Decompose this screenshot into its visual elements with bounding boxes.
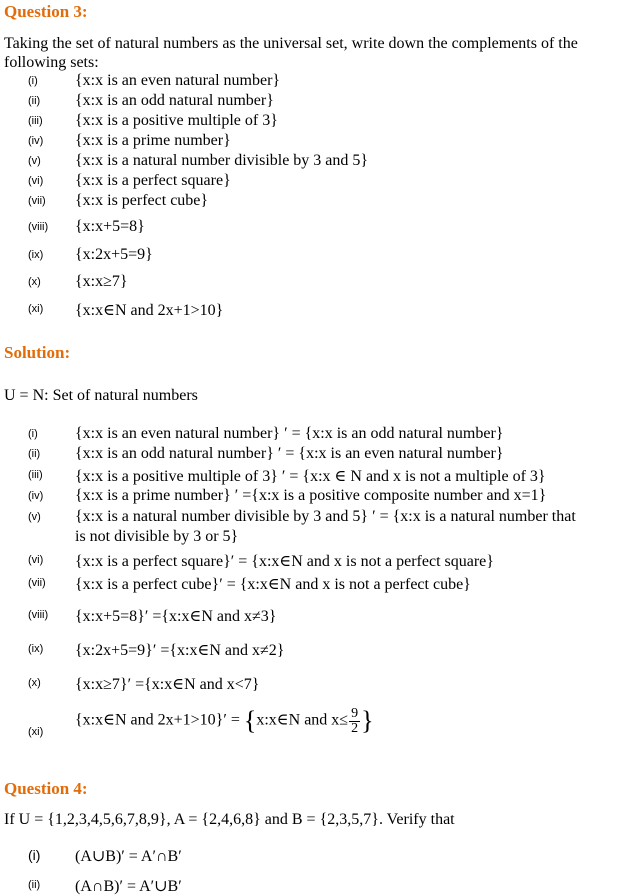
statement-sets-u-a: If U = {1,2,3,4,5,6,7,8,9}, A = {2,4,6,8} [4,811,261,828]
fraction [349,707,360,736]
item-number: (vi) [28,175,44,187]
item-text: {x:x is a natural number divisible by 3 and 5} ′ = {x:x is a natural number that [75,508,576,525]
item-text: {x:2x+5=9} [75,246,153,263]
item-number: (vii) [28,195,46,207]
left-brace: { [243,706,257,735]
item-text: {x:x is an odd natural number} ′ = {x:x is an even natural number} [75,445,504,462]
item-text: {x:x is a prime number} ′ ={x:x is a positive composite number and x=1} [75,487,547,504]
item-number: (ix) [28,249,44,261]
item-text: {x:x is a positive multiple of 3} ′ = {x:x ∈ N and x is not a multiple of 3} [75,468,546,485]
item-number: (iii) [28,115,43,127]
item-number: (i) [28,847,41,863]
item-number: (xi) [28,726,44,738]
item-number: (ii) [28,448,41,460]
item-text: {x:x is an even natural number} [75,72,281,89]
item-number: (i) [28,428,38,440]
question-3-heading: Question 3: [4,2,88,21]
right-brace: } [361,706,374,735]
solution-heading: Solution: [4,343,71,362]
item-text: {x:x is an odd natural number} [75,92,274,109]
item-number: (i) [28,75,38,87]
item-number: (x) [28,276,41,288]
fraction-numerator: 9 [351,705,359,721]
item-number: (iv) [28,135,44,147]
item-text: {x:x is a positive multiple of 3} [75,112,278,129]
item-text: {x:x is a natural number divisible by 3 and 5} [75,152,369,169]
universal-set-statement: U = N: Set of natural numbers [4,387,198,404]
item-text: is not divisible by 3 or 5} [75,528,239,545]
fraction-denominator: 2 [351,720,359,736]
item-number: (x) [28,677,41,689]
question-3-statement: Taking the set of natural numbers as the universal set, write down the complements of the following sets: [4,35,578,71]
item-text: {x:x∈N and 2x+1>10} [75,302,224,319]
item-number: (iv) [28,490,44,502]
item-number: (ii) [28,879,41,891]
item-number: (ix) [28,643,44,655]
item-text: {x:x is an even natural number} ′ = {x:x is an odd natural number} [75,425,504,442]
item-text: {x:x is a prime number} [75,132,231,149]
statement-end: . Verify that [378,811,455,828]
question-4-statement [4,810,455,829]
statement-and: and [264,811,288,828]
item-text: {x:x is a perfect square} [75,172,231,189]
item-number: (v) [28,511,41,523]
item-text: (A∪B)′ = A′∩B′ [75,848,182,865]
rhs-text: x:x∈N and x≤ [256,711,349,729]
item-text: {x:x≥7}′ ={x:x∈N and x<7} [75,676,260,693]
item-text: {x:2x+5=9}′ ={x:x∈N and x≠2} [75,642,285,659]
item-number: (ii) [28,95,41,107]
item-text: {x:x+5=8}′ ={x:x∈N and x≠3} [75,608,277,625]
lhs-text: {x:x∈N and 2x+1>10}′ = [75,711,240,729]
item-text: {x:x is a perfect square}′ = {x:x∈N and x is not a perfect square} [75,553,494,570]
item-number: (viii) [28,609,49,621]
item-number: (xi) [28,303,44,315]
question-4-heading: Question 4: [4,779,88,798]
item-number: (iii) [28,469,43,481]
item-text: {x:x is a perfect cube}′ = {x:x∈N and x is not a perfect cube} [75,576,471,593]
statement-set-b: B = {2,3,5,7} [291,811,379,828]
item-text: {x:x is perfect cube} [75,192,209,209]
item-number: (vii) [28,577,46,589]
item-number: (v) [28,155,41,167]
item-number: (viii) [28,221,49,233]
item-text [75,706,374,736]
item-text: {x:x≥7} [75,273,128,290]
item-text: {x:x+5=8} [75,218,145,235]
item-text: (A∩B)′ = A′∪B′ [75,878,182,895]
item-number: (vi) [28,554,44,566]
